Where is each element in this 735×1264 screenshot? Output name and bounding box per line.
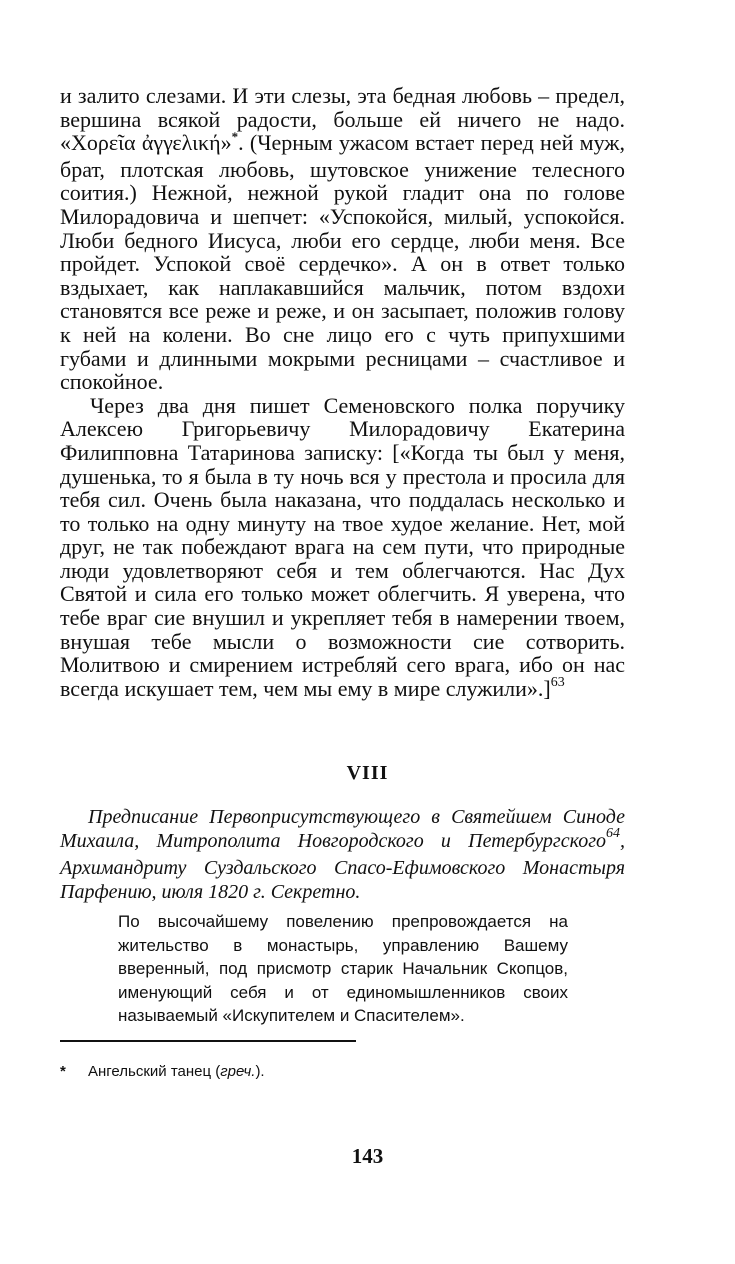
paragraph-1 bbox=[60, 84, 625, 394]
document-heading bbox=[60, 805, 625, 904]
paragraph-1-text-end: . (Черным ужасом встает перед ней муж, брат, плотская любовь, шутовское унижение телесного соития.) Нежной, нежной рукой гладит она по голове Милорадовича и шепчет: «Успокойся, милый, успокойся. Люби бедного Иисуса, люби его сердце, люби меня. Все пройдет. Успокой своё сердечко». А он в ответ только вздыхает, как наплакавшийся мальчик, потом вздохи становятся все реже и реже, и он засыпает, положив голову к ней на колени. Во сне лицо его с чуть припухшими губами и длинными мокрыми ресницами – счастливое и спокойное. bbox=[60, 130, 625, 395]
footnote-reference-mark[interactable]: * bbox=[231, 129, 239, 145]
footnote-language: греч. bbox=[220, 1063, 256, 1080]
footnote-text: Ангельский танец ( bbox=[88, 1063, 221, 1080]
document-heading-text-start: Предписание Первоприсутствующего в Святейшем Синоде Михаила, Митрополита Новгородского и Петербургского bbox=[60, 806, 625, 852]
paragraph-1-text-start: и залито слезами. И эти слезы, эта бедная любовь – предел, вершина всякой радости, больше ей ничего не надо. «Χορεῖα ἀγγελική» bbox=[60, 83, 625, 156]
chapter-number: VIII bbox=[346, 762, 389, 784]
endnote-reference-64[interactable]: 64 bbox=[606, 826, 620, 841]
paragraph-2-text: Через два дня пишет Семеновского полка поручику Алексею Григорьевичу Милорадовичу Екатерина Филипповна Татаринова записку: [«Когда ты был у меня, душенька, то я была в ту ночь вся у престола и просила для тебя сил. Очень была наказана, что поддалась несколько и то только на одну минуту на твое худое желание. Нет, мой друг, не так побеждают врага на сем пути, что природные люди удовлетворяют себя и тем облегчаются. Нас Дух Святой и сила его только может облегчить. Я уверена, что тебе враг сие внушил и укрепляет тебя в намерении твоем, внушая тебе мысли о возможности сие сотворить. Молитвою и смирением истребляй сего врага, ибо он нас всегда искушает тем, чем мы ему в мире служили».] bbox=[60, 392, 625, 701]
endnote-reference-63[interactable]: 63 bbox=[550, 674, 565, 690]
document-heading-text-end: , Архимандриту Суздальского Спасо-Ефимовского Монастыря Парфению, июля 1820 г. Секретно. bbox=[60, 830, 625, 903]
decree-text: По высочайшему повелению препровождается на жительство в монастырь, управлению Вашему вверенный, под присмотр старик Начальник Скопцов, именующий себя и от единомышленников своих называемый «Искупителем и Спасителем». bbox=[118, 912, 568, 1025]
main-text bbox=[60, 84, 625, 704]
footnote bbox=[60, 1062, 625, 1082]
footnote-close: ). bbox=[255, 1063, 265, 1080]
footnote-divider bbox=[60, 1040, 356, 1042]
paragraph-2 bbox=[60, 394, 625, 705]
page-number: 143 bbox=[351, 1144, 384, 1168]
footnote-mark: * bbox=[60, 1063, 66, 1080]
